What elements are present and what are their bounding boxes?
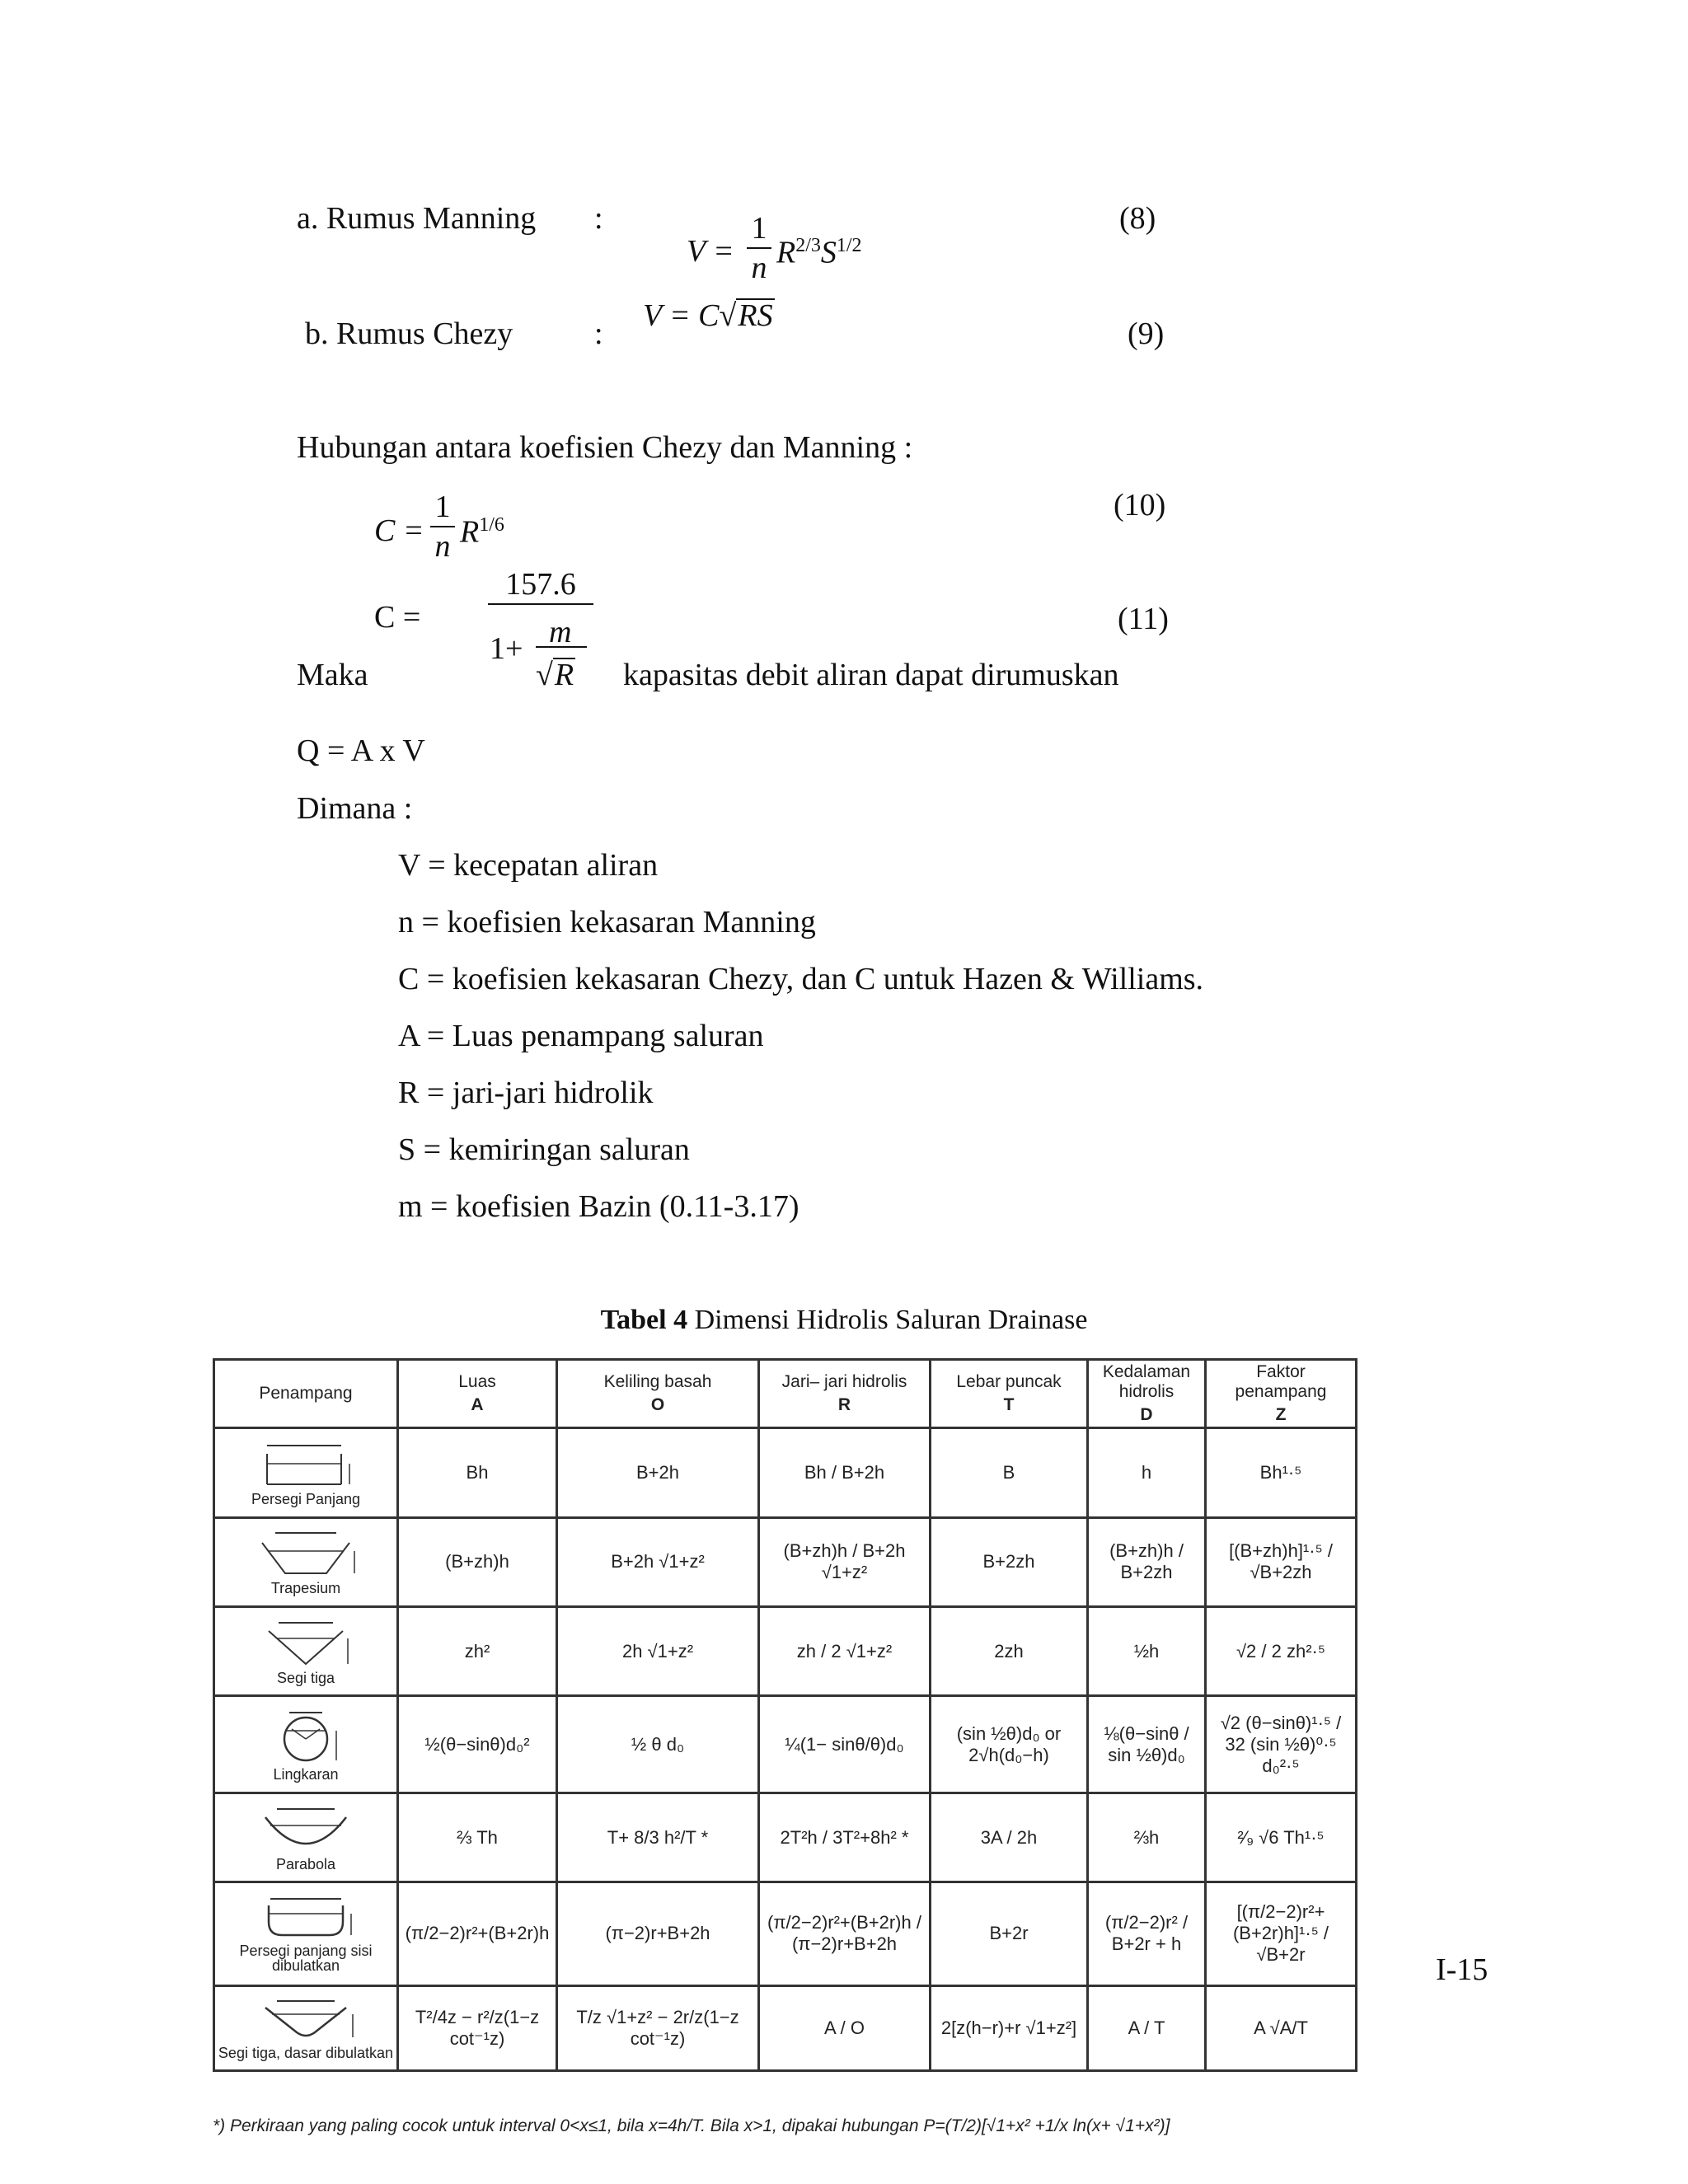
table-cell: (B+zh)h / B+2h √1+z² bbox=[759, 1517, 931, 1606]
table-footnote: *) Perkiraan yang paling cocok untuk interval 0<x≤1, bila x=4h/T. Bila x>1, dipakai hubungan P=(T/2)[√1+x² +1/x ln(x+ √1+x²)] bbox=[213, 2116, 1170, 2135]
table-caption bbox=[0, 1305, 1688, 1336]
fraction-bar bbox=[430, 526, 455, 527]
manning-colon: : bbox=[594, 201, 603, 236]
shape-label: Persegi panjang sisi dibulatkan bbox=[239, 1943, 373, 1975]
shape-label: Segi tiga, dasar dibulatkan bbox=[218, 2044, 394, 2061]
dimana-text: Dimana : bbox=[297, 791, 413, 826]
table-cell: Bh bbox=[398, 1428, 557, 1517]
table-cell: A / O bbox=[759, 1985, 931, 2070]
table-cell: A / T bbox=[1088, 1985, 1206, 2070]
table-cell: (sin ½θ)d₀ or 2√h(d₀−h) bbox=[931, 1696, 1088, 1793]
table-cell: 2zh bbox=[931, 1606, 1088, 1695]
header-lebar: Lebar puncak T bbox=[931, 1360, 1088, 1428]
table-cell: zh / 2 √1+z² bbox=[759, 1606, 931, 1695]
c1-exponent: 1/6 bbox=[479, 514, 504, 536]
c1-fraction bbox=[430, 491, 455, 562]
table-row bbox=[214, 1985, 1357, 2070]
circle-section-icon bbox=[244, 1708, 368, 1765]
table-cell: T²/4z − r²/z(1−z cot⁻¹z) bbox=[398, 1985, 557, 2070]
table-cell: T+ 8/3 h²/T * bbox=[557, 1793, 759, 1882]
shape-cell bbox=[214, 1696, 398, 1793]
header-jari-jari: Jari– jari hidrolis R bbox=[759, 1360, 931, 1428]
c1-denominator: n bbox=[434, 529, 451, 564]
c2-inner-one: 1+ bbox=[490, 631, 523, 666]
trapezoid-section-icon bbox=[244, 1528, 368, 1579]
shape-cell bbox=[214, 1793, 398, 1882]
caption-text: Dimensi Hidrolis Saluran Drainase bbox=[687, 1305, 1088, 1335]
header-faktor: Faktor penampang Z bbox=[1206, 1360, 1357, 1428]
maka-text: Maka bbox=[297, 658, 368, 692]
c2-fraction bbox=[488, 569, 593, 608]
triangle-section-icon bbox=[244, 1618, 368, 1669]
equation-number-8: (8) bbox=[1119, 201, 1156, 236]
inner-fraction-bar bbox=[536, 646, 587, 648]
table-row bbox=[214, 1882, 1357, 1985]
table-cell: ²⁄₉ √6 Th¹·⁵ bbox=[1206, 1793, 1357, 1882]
q-equation: Q = A x V bbox=[297, 733, 425, 768]
manning-numerator: 1 bbox=[751, 211, 767, 246]
definition-item: m = koefisien Bazin (0.11-3.17) bbox=[398, 1189, 799, 1224]
shape-label: Persegi Panjang bbox=[251, 1491, 361, 1508]
table-row bbox=[214, 1793, 1357, 1882]
shape-cell bbox=[214, 1985, 398, 2070]
table-cell: (B+zh)h bbox=[398, 1517, 557, 1606]
header-keliling: Keliling basah O bbox=[557, 1360, 759, 1428]
table-cell: (π/2−2)r²+(B+2r)h / (π−2)r+B+2h bbox=[759, 1882, 931, 1985]
parabola-section-icon bbox=[244, 1804, 368, 1855]
table-row bbox=[214, 1606, 1357, 1695]
manning-lhs: V = bbox=[687, 234, 734, 269]
maka-rest-text: kapasitas debit aliran dapat dirumuskan bbox=[623, 658, 1119, 692]
chezy-label: b. Rumus Chezy bbox=[305, 316, 513, 351]
table-cell: ⅛(θ−sinθ / sin ½θ)d₀ bbox=[1088, 1696, 1206, 1793]
chezy-formula: V = C√RS bbox=[643, 298, 773, 333]
manning-s-exponent: 1/2 bbox=[836, 235, 862, 256]
c1-r: R bbox=[460, 514, 480, 550]
table-cell: ⅔h bbox=[1088, 1793, 1206, 1882]
shape-cell bbox=[214, 1428, 398, 1517]
equation-number-10: (10) bbox=[1114, 488, 1166, 523]
table-cell: A √A/T bbox=[1206, 1985, 1357, 2070]
c2-lhs: C = bbox=[374, 600, 421, 635]
manning-fraction bbox=[747, 213, 771, 284]
table-cell: ½h bbox=[1088, 1606, 1206, 1695]
shape-cell bbox=[214, 1517, 398, 1606]
shape-cell bbox=[214, 1606, 398, 1695]
definition-item: V = kecepatan aliran bbox=[398, 848, 659, 883]
shape-label: Trapesium bbox=[270, 1580, 341, 1597]
c1-rhs bbox=[460, 515, 504, 548]
table-cell: 3A / 2h bbox=[931, 1793, 1088, 1882]
table-cell: ¼(1− sinθ/θ)d₀ bbox=[759, 1696, 931, 1793]
c2-numerator: 157.6 bbox=[505, 567, 576, 602]
c1-numerator: 1 bbox=[434, 490, 451, 524]
manning-label: a. Rumus Manning bbox=[297, 201, 537, 236]
chezy-radicand: RS bbox=[738, 298, 773, 333]
c2-inner-m: m bbox=[549, 615, 572, 649]
hydraulic-dimension-table bbox=[213, 1358, 1357, 2072]
header-luas: Luas A bbox=[398, 1360, 557, 1428]
table-cell: ⅔ Th bbox=[398, 1793, 557, 1882]
table-cell: 2h √1+z² bbox=[557, 1606, 759, 1695]
table-cell: ½ θ d₀ bbox=[557, 1696, 759, 1793]
fraction-bar bbox=[747, 247, 771, 249]
table-cell: Bh / B+2h bbox=[759, 1428, 931, 1517]
chezy-colon: : bbox=[594, 316, 603, 351]
header-kedalaman: Kedalaman hidrolis D bbox=[1088, 1360, 1206, 1428]
table-cell: √2 / 2 zh²·⁵ bbox=[1206, 1606, 1357, 1695]
table-cell: ½(θ−sinθ)d₀² bbox=[398, 1696, 557, 1793]
table-cell: B+2r bbox=[931, 1882, 1088, 1985]
definition-item: C = koefisien kekasaran Chezy, dan C untuk Hazen & Williams. bbox=[398, 962, 1204, 996]
equation-number-11: (11) bbox=[1118, 602, 1169, 636]
table-cell: (π−2)r+B+2h bbox=[557, 1882, 759, 1985]
rounded-triangle-section-icon bbox=[244, 1996, 368, 2044]
definition-item: n = koefisien kekasaran Manning bbox=[398, 905, 816, 940]
chezy-lhs: V = C bbox=[643, 298, 720, 333]
shape-label: Parabola bbox=[275, 1855, 336, 1872]
manning-r-exponent: 2/3 bbox=[795, 235, 821, 256]
shape-label: Lingkaran bbox=[273, 1765, 339, 1783]
table-header-row bbox=[214, 1360, 1357, 1428]
c2-inner-radicand: R bbox=[554, 658, 574, 692]
table-cell: (π/2−2)r² / B+2r + h bbox=[1088, 1882, 1206, 1985]
table-row bbox=[214, 1428, 1357, 1517]
table-cell: 2T²h / 3T²+8h² * bbox=[759, 1793, 931, 1882]
table-cell: B+2h bbox=[557, 1428, 759, 1517]
page-number: I-15 bbox=[1436, 1952, 1489, 1987]
fraction-bar bbox=[488, 603, 593, 605]
equation-number-9: (9) bbox=[1128, 316, 1165, 351]
table-cell: (π/2−2)r²+(B+2r)h bbox=[398, 1882, 557, 1985]
rounded-rectangle-section-icon bbox=[244, 1894, 368, 1942]
table-cell: Bh¹·⁵ bbox=[1206, 1428, 1357, 1517]
table-cell: [(π/2−2)r²+(B+2r)h]¹·⁵ / √B+2r bbox=[1206, 1882, 1357, 1985]
header-penampang: Penampang bbox=[214, 1360, 398, 1428]
table-cell: B+2zh bbox=[931, 1517, 1088, 1606]
manning-rhs bbox=[776, 236, 862, 269]
table-cell: B bbox=[931, 1428, 1088, 1517]
table-cell: (B+zh)h / B+2zh bbox=[1088, 1517, 1206, 1606]
table-cell: [(B+zh)h]¹·⁵ / √B+2zh bbox=[1206, 1517, 1357, 1606]
table-row bbox=[214, 1696, 1357, 1793]
shape-cell bbox=[214, 1882, 398, 1985]
table-cell: zh² bbox=[398, 1606, 557, 1695]
caption-label: Tabel 4 bbox=[600, 1305, 688, 1335]
table-cell: T/z √1+z² − 2r/z(1−z cot⁻¹z) bbox=[557, 1985, 759, 2070]
table-cell: √2 (θ−sinθ)¹·⁵ / 32 (sin ½θ)⁰·⁵ d₀²·⁵ bbox=[1206, 1696, 1357, 1793]
manning-denominator: n bbox=[751, 251, 767, 285]
definition-item: A = Luas penampang saluran bbox=[398, 1019, 764, 1053]
table-cell: 2[z(h−r)+r √1+z²] bbox=[931, 1985, 1088, 2070]
shape-label: Segi tiga bbox=[276, 1669, 335, 1686]
table-cell: B+2h √1+z² bbox=[557, 1517, 759, 1606]
c1-lhs: C = bbox=[374, 513, 424, 548]
manning-s: S bbox=[820, 235, 837, 270]
manning-r: R bbox=[776, 235, 796, 270]
table-cell: h bbox=[1088, 1428, 1206, 1517]
rectangle-section-icon bbox=[244, 1439, 368, 1490]
relation-text: Hubungan antara koefisien Chezy dan Manning : bbox=[297, 430, 913, 465]
definition-item: S = kemiringan saluran bbox=[398, 1132, 690, 1167]
c2-inner-sqrt: √R bbox=[536, 658, 574, 692]
definition-item: R = jari-jari hidrolik bbox=[398, 1076, 654, 1110]
table-row bbox=[214, 1517, 1357, 1606]
